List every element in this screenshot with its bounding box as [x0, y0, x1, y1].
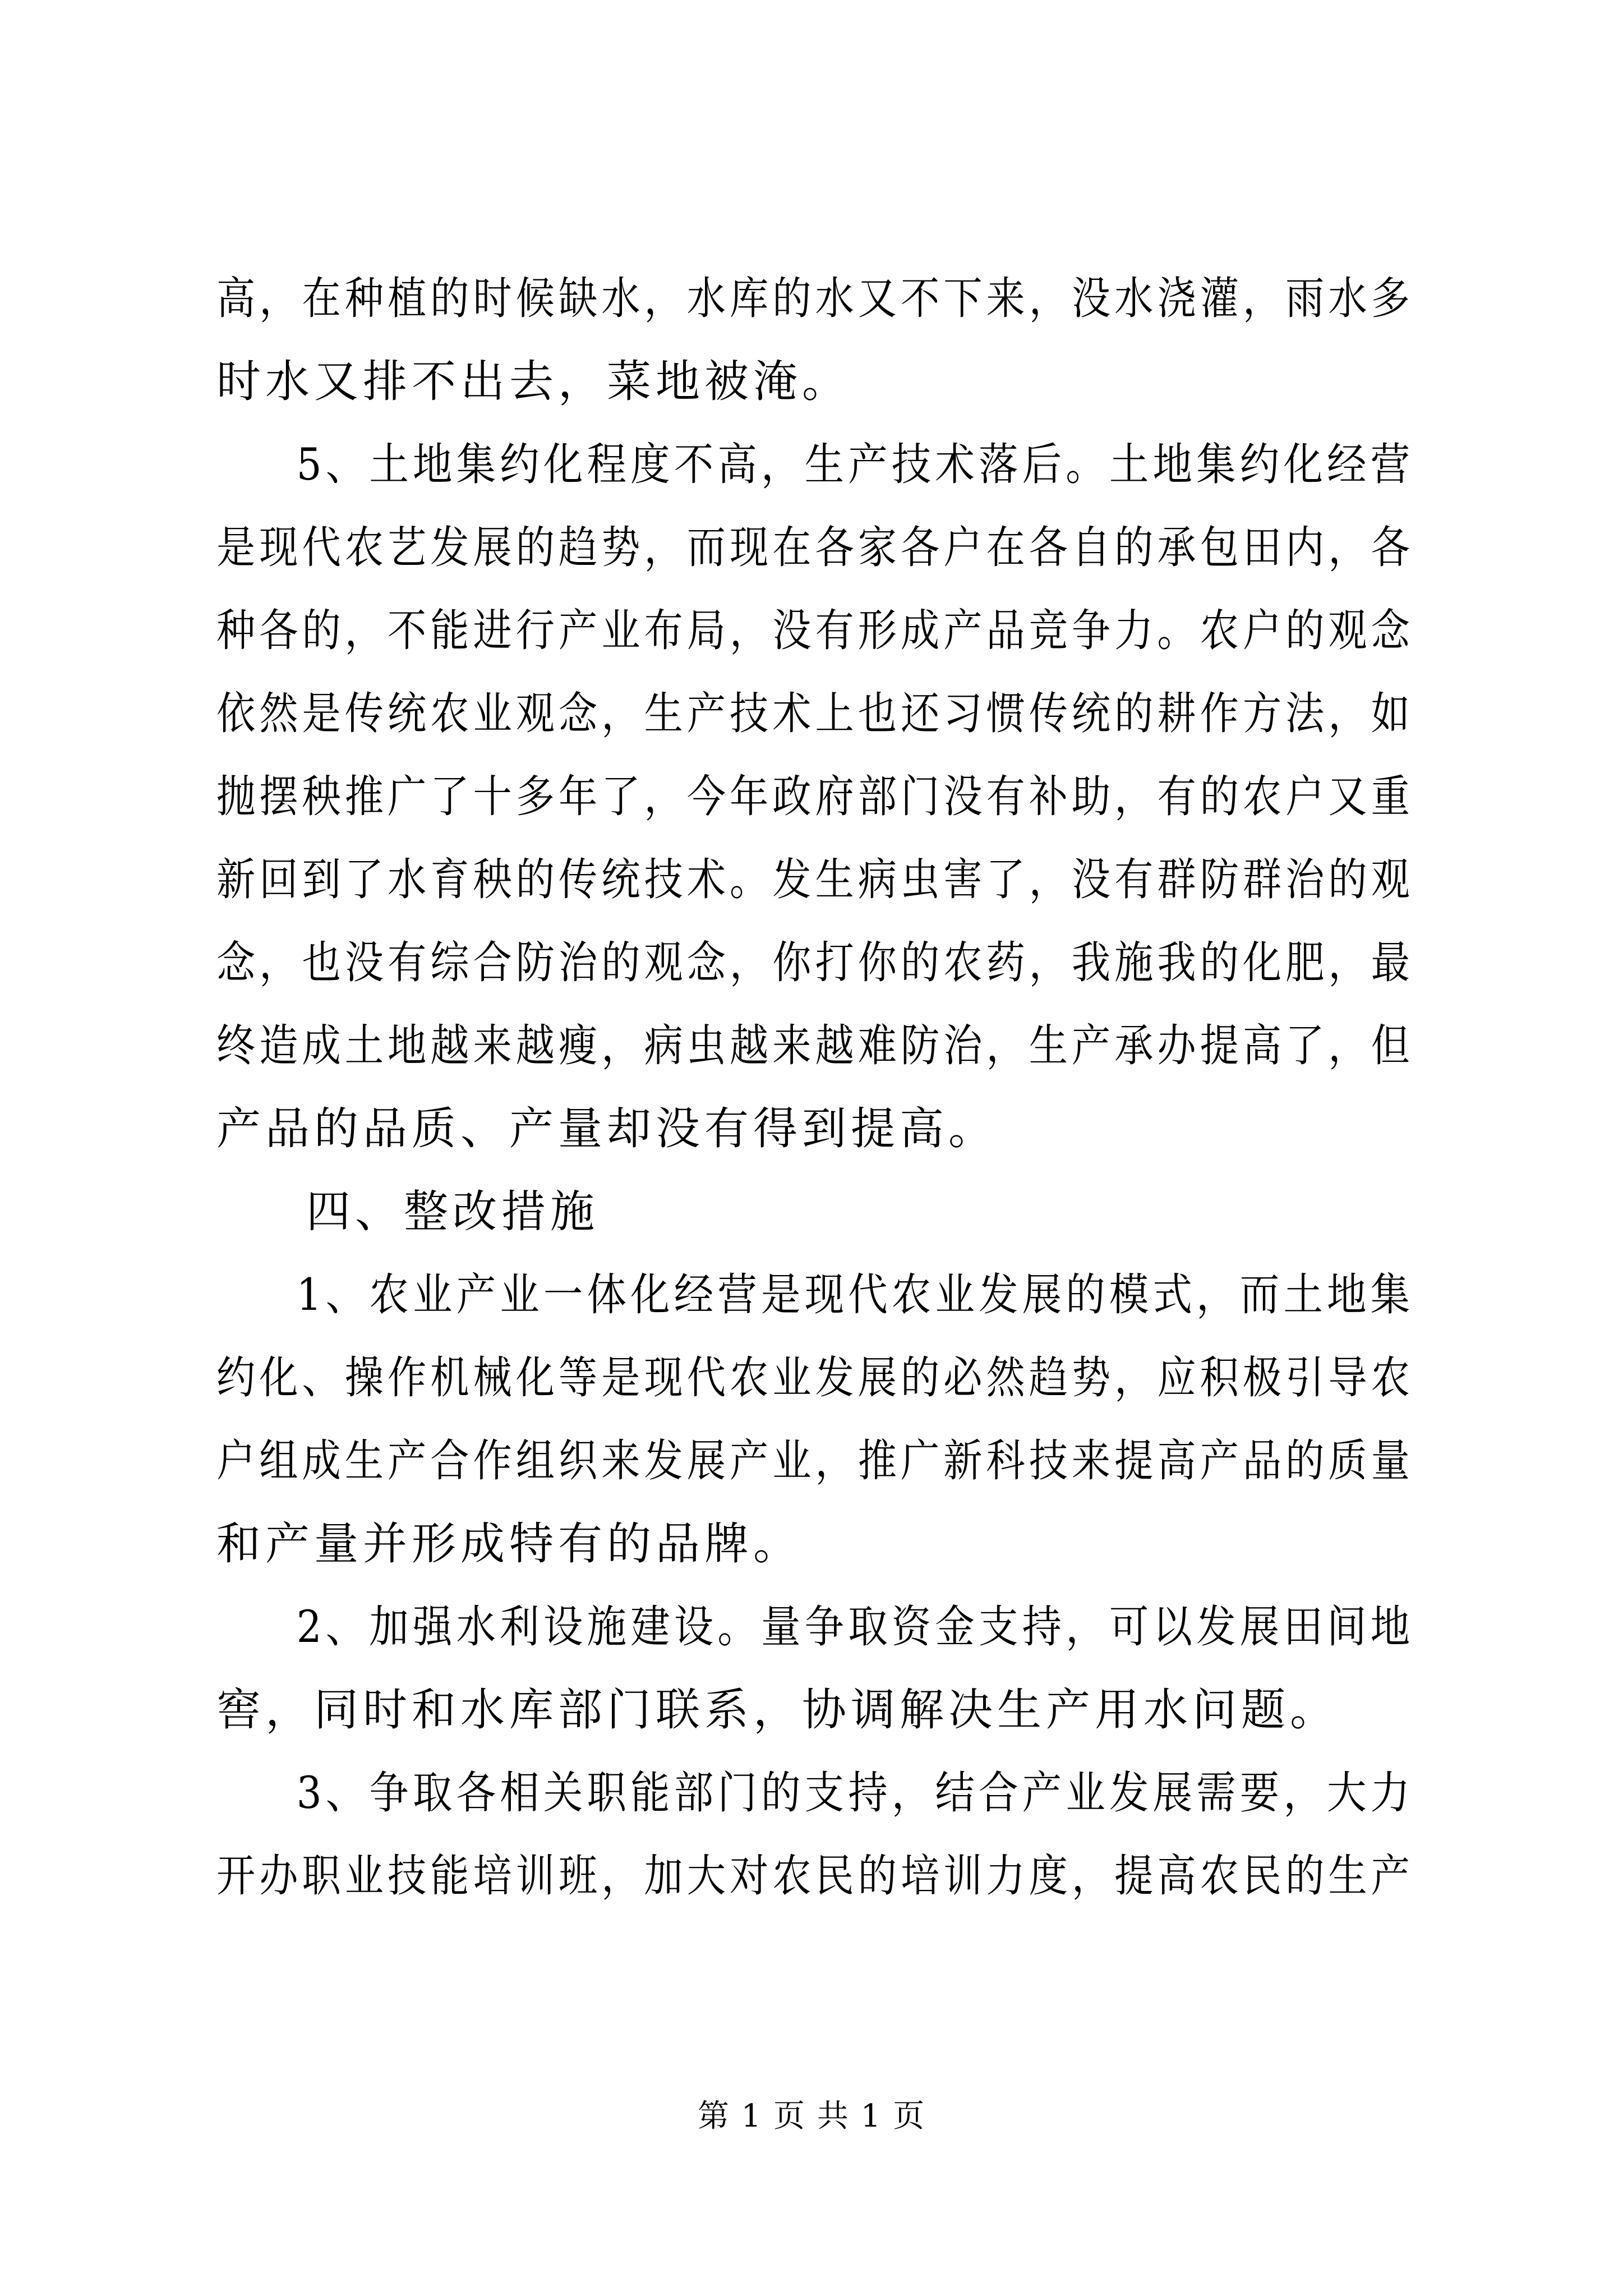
- text-line: 依然是传统农业观念，生产技术上也还习惯传统的耕作方法，如: [216, 688, 1414, 739]
- paragraph: [216, 423, 1414, 1170]
- text-line: 高，在种植的时候缺水，水库的水又不下来，没水浇灌，雨水多: [216, 273, 1414, 324]
- text-line: 是现代农艺发展的趋势，而现在各家各户在各自的承包田内，各: [216, 522, 1414, 573]
- text-line: 四、整改措施: [306, 1186, 599, 1237]
- text-line: 种各的，不能进行产业布局，没有形成产品竞争力。农户的观念: [216, 605, 1414, 656]
- text-line: 抛摆秧推广了十多年了，今年政府部门没有补助，有的农户又重: [216, 771, 1414, 822]
- text-line: 终造成土地越来越瘦，病虫越来越难防治，生产承办提高了，但: [216, 1020, 1414, 1071]
- text-line: 3、争取各相关职能部门的支持，结合产业发展需要，大力: [296, 1767, 1414, 1819]
- text-line: 2、加强水利设施建设。量争取资金支持，可以发展田间地: [296, 1601, 1414, 1653]
- paragraph: [216, 257, 1414, 423]
- paragraph: [216, 1585, 1414, 1751]
- text-line: 户组成生产合作组织来发展产业，推广新科技来提高产品的质量: [216, 1435, 1414, 1487]
- text-line: 5、土地集约化程度不高，生产技术落后。土地集约化经营: [296, 439, 1414, 490]
- text-line: 1、农业产业一体化经营是现代农业发展的模式，而土地集: [296, 1269, 1414, 1320]
- text-line: 开办职业技能培训班，加大对农民的培训力度，提高农民的生产: [216, 1850, 1414, 1902]
- document-body: [216, 257, 1414, 1917]
- paragraph: [216, 1253, 1414, 1585]
- paragraph: [216, 1170, 1414, 1253]
- text-line: 约化、操作机械化等是现代农业发展的必然趋势，应积极引导农: [216, 1352, 1414, 1404]
- paragraph: [216, 1751, 1414, 1917]
- text-line: 新回到了水育秧的传统技术。发生病虫害了，没有群防群治的观: [216, 854, 1414, 905]
- page-footer: 第 1 页 共 1 页: [697, 2098, 926, 2134]
- text-line: 时水又排不出去，菜地被淹。: [216, 356, 851, 407]
- text-line: 和产量并形成特有的品牌。: [216, 1518, 802, 1570]
- text-line: 产品的品质、产量却没有得到提高。: [216, 1103, 997, 1154]
- text-line: 窖，同时和水库部门联系，协调解决生产用水问题。: [216, 1684, 1339, 1736]
- text-line: 念，也没有综合防治的观念，你打你的农药，我施我的化肥，最: [216, 937, 1414, 988]
